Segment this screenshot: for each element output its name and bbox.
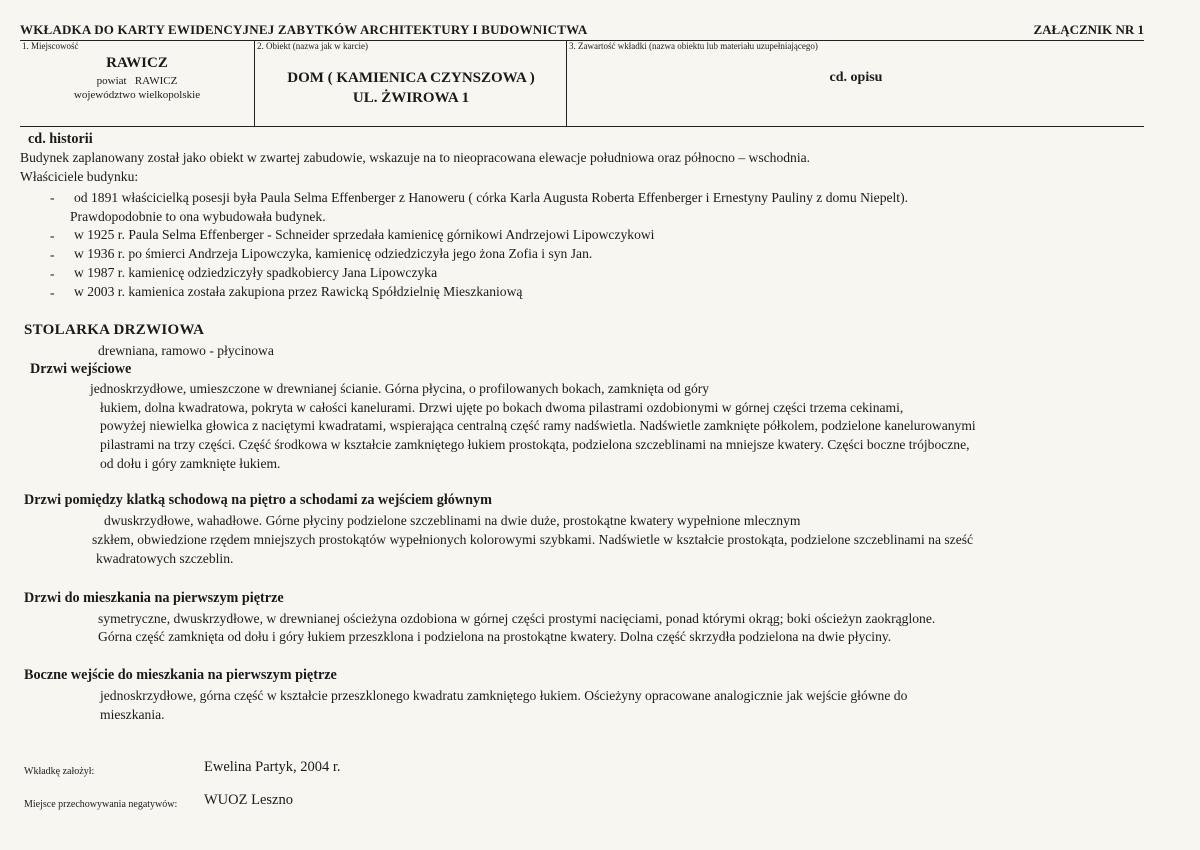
author-value: Ewelina Partyk, 2004 r. (204, 759, 341, 775)
content-cell (566, 40, 1145, 126)
paragraph-line: jednoskrzydłowe, umieszczone w drewnianej ścianie. Górna płycina, o profilowanych bokach, zamknięta od góry (90, 381, 710, 396)
list-bullet: - (50, 190, 55, 205)
history-heading: cd. historii (28, 131, 93, 147)
form-header-bar (20, 22, 1144, 41)
list-item-continuation: Prawdopodobnie to ona wybudowała budynek. (70, 209, 326, 224)
content-label: 3. Zawartość wkładki (nazwa obiektu lub materiału uzupełniającego) (569, 41, 818, 51)
list-bullet: - (50, 285, 55, 300)
flat-door-heading: Drzwi do mieszkania na pierwszym piętrze (24, 590, 284, 606)
object-name: DOM ( KAMIENICA CZYNSZOWA ) (287, 70, 535, 86)
list-item: w 1925 r. Paula Selma Effenberger - Schneider sprzedała kamienicę górnikowi Andrzejowi Lipowczykowi (74, 227, 655, 242)
paragraph-line: pilastrami na trzy części. Część środkowa w kształcie zamkniętego łukiem prostokąta, podzielona szczeblinami na mniejsze kwatery. Części boczne trójboczne, (100, 437, 970, 452)
paragraph-line: mieszkania. (100, 707, 165, 722)
owners-label: Właściciele budynku: (20, 169, 139, 184)
paragraph-line: powyżej niewielka głowica z naciętymi kwadratami, wspierająca centralną część ramy nadświetla. Nadświetle zamknięte półkolem, podzielone kanelurowanymi (100, 418, 976, 433)
list-item: w 2003 r. kamienica została zakupiona przez Rawicką Spółdzielnię Mieszkaniową (74, 284, 523, 299)
object-cell (254, 40, 567, 126)
header-table (20, 40, 1144, 127)
form-title: WKŁADKA DO KARTY EWIDENCYJNEJ ZABYTKÓW ARCHITEKTURY I BUDOWNICTWA (20, 22, 588, 37)
paragraph-line: Górna część zamknięta od dołu i góry łukiem przeszklona i podzielona na prostokątne kwatery. Dolna część skrzydła podzielona na dwie płyciny. (98, 629, 892, 644)
paragraph-line: dwuskrzydłowe, wahadłowe. Górne płyciny podzielone szczeblinami na dwie duże, prostokątne kwatery wypełnione mlecznym (104, 513, 801, 528)
locality-cell (20, 40, 254, 126)
paragraph-line: od dołu i góry zamknięte łukiem. (100, 456, 281, 471)
joinery-subheading: drewniana, ramowo - płycinowa (98, 343, 274, 358)
stair-door-heading: Drzwi pomiędzy klatką schodową na piętro a schodami za wejściem głównym (24, 492, 492, 508)
list-item: od 1891 właścicielką posesji była Paula Selma Effenberger z Hanoweru ( córka Karla Augusta Roberta Effenberger i Ernestyny Pauliny z domu Niepelt). (74, 190, 909, 205)
list-bullet: - (50, 247, 55, 262)
paragraph-line: szkłem, obwiedzione rzędem mniejszych prostokątów wypełnionych kolorowymi szybkami. Nadświetle w kształcie prostokąta, podzielone szczeblinami na sześć (92, 532, 974, 547)
paragraph-line: łukiem, dolna kwadratowa, pokryta w całości kanelurami. Drzwi ujęte po bokach dwoma pilastrami ozdobionymi w górnej części trzema cekinami, (100, 400, 904, 415)
history-intro: Budynek zaplanowany został jako obiekt w zwartej zabudowie, wskazuje na to nieopracowana elewacje południowa oraz północno – wschodnia. (20, 150, 811, 165)
author-label: Wkładkę założył: (24, 766, 95, 777)
storage-value: WUOZ Leszno (204, 792, 293, 808)
paragraph-line: jednoskrzydłowe, górna część w kształcie przeszklonego kwadratu zamkniętego łukiem. Ościeżyny opracowane analogicznie jak wejście główne do (100, 688, 908, 703)
storage-label: Miejsce przechowywania negatywów: (24, 799, 178, 810)
list-item: w 1987 r. kamienicę odziedziczyły spadkobiercy Jana Lipowczyka (74, 265, 438, 280)
paragraph-line: kwadratowych szczeblin. (96, 551, 234, 566)
object-address: UL. ŻWIROWA 1 (352, 90, 470, 106)
attachment-number: ZAŁĄCZNIK NR 1 (1033, 22, 1144, 37)
list-bullet: - (50, 228, 55, 243)
voivodeship-value: województwo wielkopolskie (73, 89, 201, 101)
entrance-heading: Drzwi wejściowe (30, 361, 132, 377)
district-value: powiat RAWICZ (96, 75, 178, 87)
locality-label: 1. Miejscowość (22, 41, 79, 51)
list-item: w 1936 r. po śmierci Andrzeja Lipowczyka, kamienicę odziedziczyła jego żona Zofia i syn Jan. (74, 246, 593, 261)
locality-value: RAWICZ (106, 55, 168, 71)
list-bullet: - (50, 266, 55, 281)
joinery-heading: STOLARKA DRZWIOWA (24, 322, 205, 338)
paragraph-line: symetryczne, dwuskrzydłowe, w drewnianej ościeżyna ozdobiona w górnej części prostymi nacięciami, ponad którymi okrąg; boki ościeżyn zaokrąglone. (98, 611, 936, 626)
side-entrance-heading: Boczne wejście do mieszkania na pierwszym piętrze (24, 667, 337, 683)
content-value: cd. opisu (829, 70, 883, 85)
object-label: 2. Obiekt (nazwa jak w karcie) (257, 41, 368, 51)
